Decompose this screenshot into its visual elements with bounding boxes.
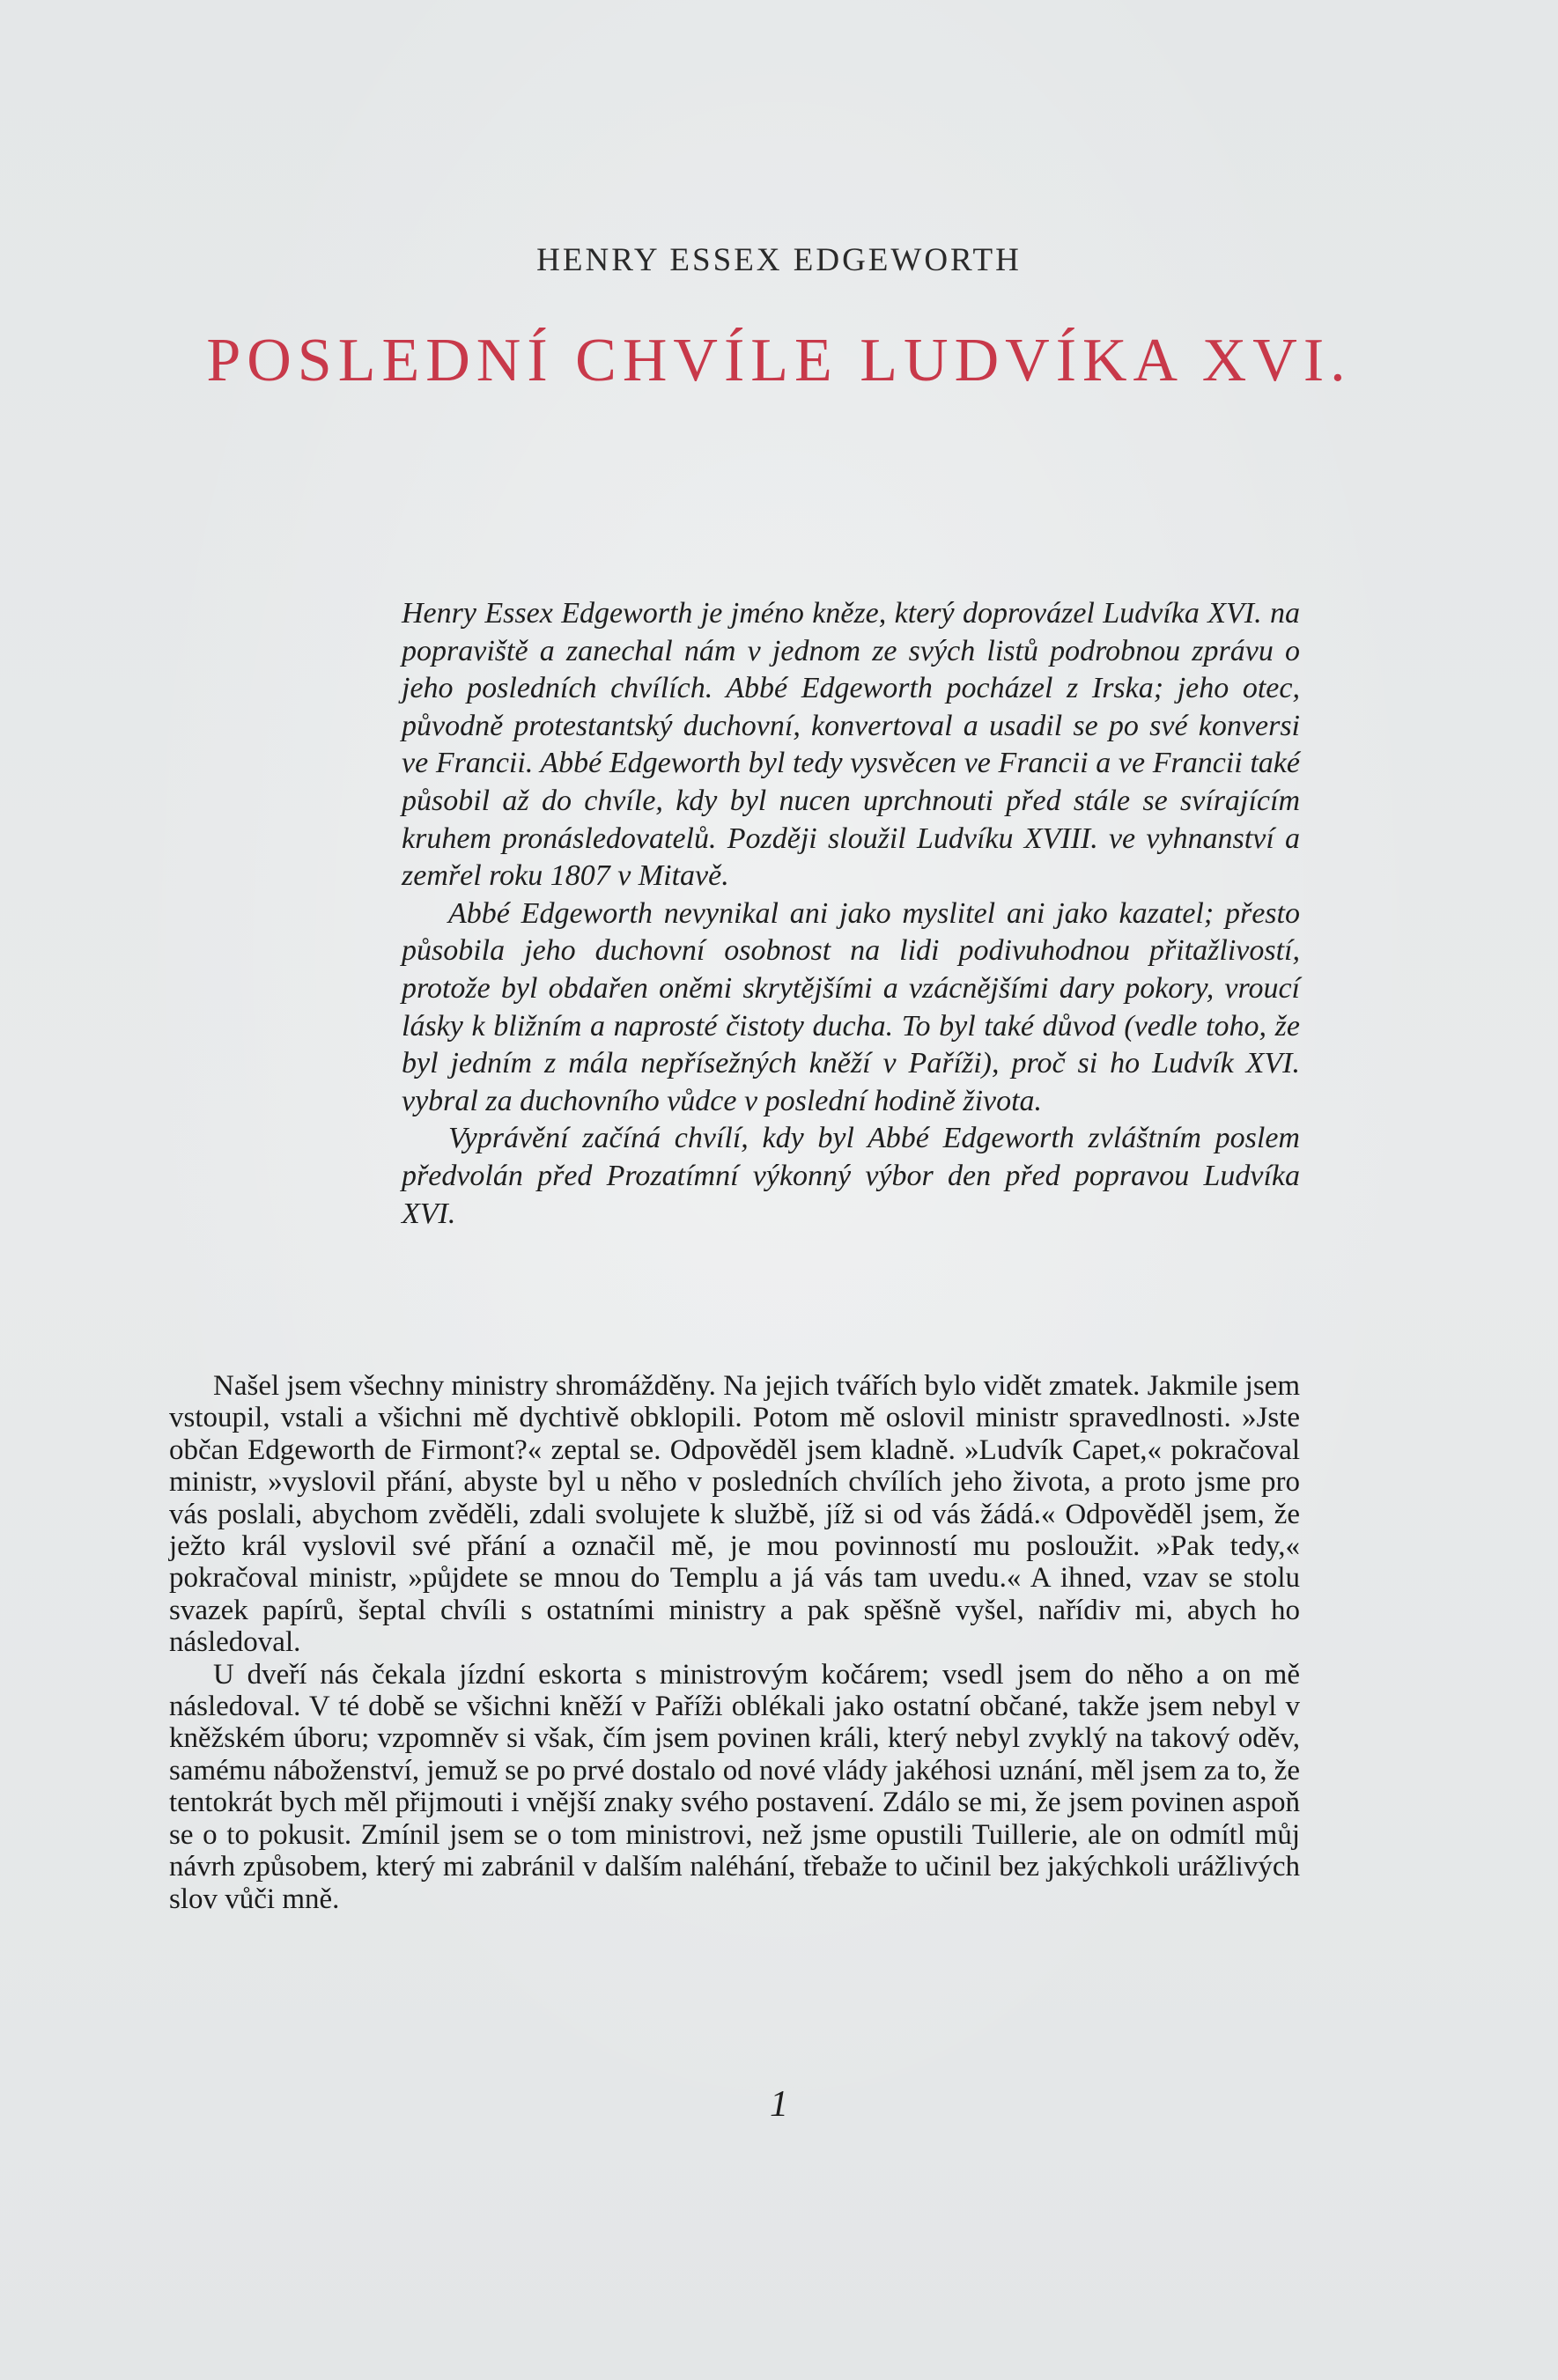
intro-paragraph: Vyprávění začíná chvílí, kdy byl Abbé Edgeworth zvláštním poslem předvolán před Prozatímní výkonný výbor den před popravou Ludvíka XVI. [402, 1122, 1300, 1230]
page-number: 1 [770, 2084, 788, 2125]
main-text [169, 1370, 1300, 1915]
author-heading: HENRY ESSEX EDGEWORTH [536, 242, 1022, 278]
body-paragraph: Našel jsem všechny ministry shromážděny. Na jejich tvářích bylo vidět zmatek. Jakmile jsem vstoupil, vstali a všichni mě dychtivě obklopili. Potom mě oslovil ministr spravedlnosti. »Jste občan Edgeworth de Firmont?« zeptal se. Odpověděl jsem kladně. »Ludvík Capet,« pokračoval ministr, »vyslovil přání, abyste byl u něho v posledních chvílích jeho života, a proto jsme pro vás poslali, abychom zvěděli, zdali svolujete k službě, jíž si od vás žádá.« Odpověděl jsem, že ježto král vyslovil své přání a označil mě, je mou povinností mu posloužit. »Pak tedy,« pokračoval ministr, »půjdete se mnou do Templu a já vás tam uvedu.« A ihned, vzav se stolu svazek papírů, šeptal chvíli s ostatními ministry a pak spěšně vyšel, nařídiv mi, abych ho následoval. [169, 1370, 1300, 1659]
introduction [402, 595, 1300, 1233]
intro-paragraph: Abbé Edgeworth nevynikal ani jako myslitel ani jako kazatel; přesto působila jeho duchovní osobnost na lidi podivuhodnou přitažlivostí, protože byl obdařen oněmi skrytějšími a vzácnějšími dary pokory, vroucí lásky k bližním a naprosté čistoty ducha. To byl také důvod (vedle toho, že byl jedním z mála nepřísežných kněží v Paříži), proč si ho Ludvík XVI. vybral za duchovního vůdce v poslední hodině života. [402, 896, 1300, 1117]
body-paragraph: U dveří nás čekala jízdní eskorta s ministrovým kočárem; vsedl jsem do něho a on mě následoval. V té době se všichni kněží v Paříži oblékali jako ostatní občané, takže jsem nebyl v kněžském úboru; vzpomněv si však, čím jsem povinen králi, který nebyl zvyklý na takový oděv, samému náboženství, jemuž se po prvé dostalo od nové vlády jakéhosi uznání, měl jsem za to, že tentokrát bych měl přijmouti i vnější znaky svého postavení. Zdálo se mi, že jsem povinen aspoň se o to pokusit. Zmínil jsem se o tom ministrovi, než jsme opustili Tuillerie, ale on odmítl můj návrh způsobem, který mi zabránil v dalším naléhání, třebaže to učinil bez jakýchkoli urážlivých slov vůči mně. [169, 1658, 1300, 1915]
chapter-title: POSLEDNÍ CHVÍLE LUDVÍKA XVI. [206, 327, 1352, 394]
intro-paragraph: Henry Essex Edgeworth je jméno kněze, který doprovázel Ludvíka XVI. na popraviště a zanechal nám v jednom ze svých listů podrobnou zprávu o jeho posledních chvílích. Abbé Edgeworth pocházel z Irska; jeho otec, původně protestantský duchovní, konvertoval a usadil se po své konversi ve Francii. Abbé Edgeworth byl tedy vysvěcen ve Francii a ve Francii také působil až do chvíle, kdy byl nucen uprchnouti před stále se svírajícím kruhem pronásledovatelů. Později sloužil Ludvíku XVIII. ve vyhnanství a zemřel roku 1807 v Mitavě. [402, 597, 1300, 893]
